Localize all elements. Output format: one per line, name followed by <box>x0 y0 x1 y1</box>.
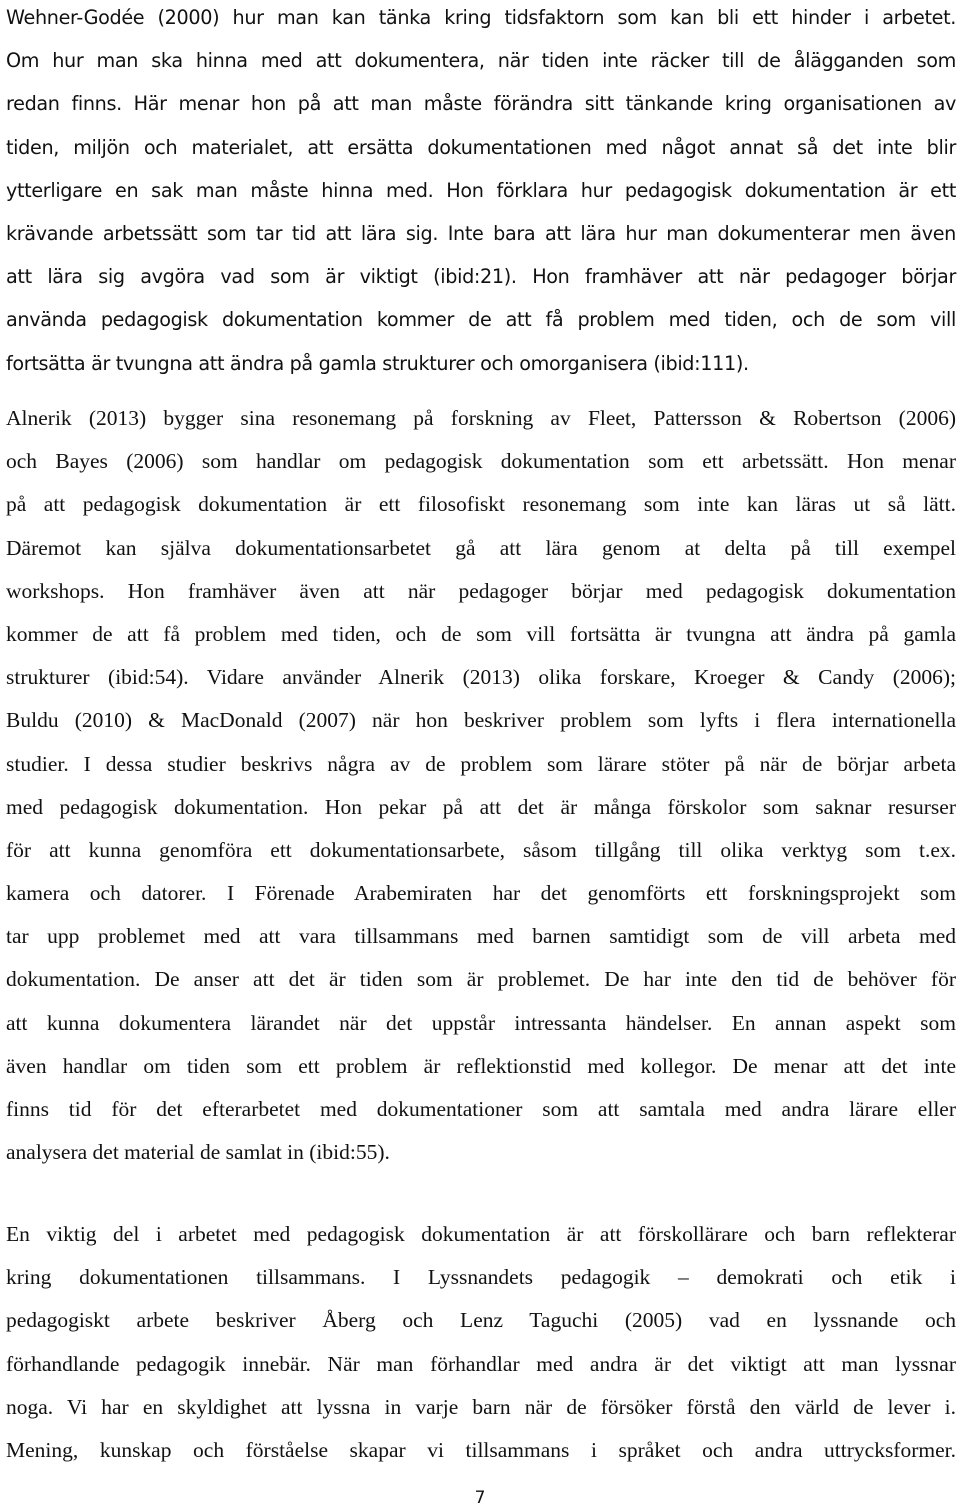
text-line: Wehner-Godée (2000) hur man kan tänka kring tidsfaktorn som kan bli ett hinder i arbetet. <box>6 6 956 29</box>
text-line: Däremot kan själva dokumentationsarbetet gå att lära genom at delta på till exempel <box>6 535 956 560</box>
text-line: kamera och datorer. I Förenade Arabemiraten har det genomförts ett forskningsprojekt som <box>6 881 956 906</box>
text-line: Alnerik (2013) bygger sina resonemang på forskning av Fleet, Pattersson & Robertson (2006) <box>6 406 956 430</box>
text-line: att lära sig avgöra vad som är viktigt (ibid:21). Hon framhäver att när pedagoger börjar <box>6 265 956 289</box>
text-line: kring dokumentationen tillsammans. I Lyssnandets pedagogik – demokrati och etik i <box>6 1265 956 1290</box>
text-line: strukturer (ibid:54). Vidare använder Alnerik (2013) olika forskare, Kroeger & Candy (2006); <box>6 665 956 690</box>
paragraph-time-factor <box>6 0 956 385</box>
text-line: fortsätta är tvungna att ändra på gamla strukturer och omorganisera (ibid:111). <box>6 351 749 375</box>
text-line: ytterligare en sak man måste hinna med. Hon förklara hur pedagogisk dokumentation är ett <box>6 178 956 202</box>
text-line: kommer de att få problem med tiden, och de som vill fortsätta är tvungna att ändra på gamla <box>6 621 956 646</box>
text-line: studier. I dessa studier beskrivs några av de problem som lärare stöter på när de börjar arbeta <box>6 751 956 776</box>
text-line: med pedagogisk dokumentation. Hon pekar på att det är många förskolor som saknar resurser <box>6 794 956 819</box>
text-line: tiden, miljön och materialet, att ersätta dokumentationen med något annat så det inte blir <box>6 135 956 159</box>
text-line: även handlar om tiden som ett problem är reflektionstid med kollegor. De menar att det inte <box>6 1053 956 1078</box>
text-line: noga. Vi har en skyldighet att lyssna in varje barn när de försöker förstå den värld de lever i. <box>6 1394 956 1419</box>
text-line: En viktig del i arbetet med pedagogisk dokumentation är att förskollärare och barn reflekterar <box>6 1222 956 1246</box>
text-line: på att pedagogisk dokumentation är ett filosofiskt resonemang som inte kan läras ut så lätt. <box>6 492 956 517</box>
text-line: krävande arbetssätt som tar tid att lära sig. Inte bara att lära hur man dokumenterar men även <box>6 221 956 245</box>
text-line: Mening, kunskap och förståelse skapar vi tillsammans i språket och andra uttrycksformer. <box>6 1437 956 1462</box>
text-line: för att kunna genomföra ett dokumentationsarbete, såsom tillgång till olika verktyg som t.ex. <box>6 837 956 862</box>
text-line: redan finns. Här menar hon på att man måste förändra sitt tänkande kring organisationen av <box>6 92 956 116</box>
text-line: Buldu (2010) & MacDonald (2007) när hon beskriver problem som lyfts i flera internationella <box>6 708 956 733</box>
text-line: tar upp problemet med att vara tillsammans med barnen samtidigt som de vill arbeta med <box>6 924 956 949</box>
text-line: finns tid för det efterarbetet med dokumentationer som att samtala med andra lärare eller <box>6 1097 956 1121</box>
text-line: workshops. Hon framhäver även att när pedagoger börjar med pedagogisk dokumentation <box>6 578 956 603</box>
paragraph-alnerik <box>6 397 956 1174</box>
text-line: och Bayes (2006) som handlar om pedagogisk dokumentation som ett arbetssätt. Hon menar <box>6 449 956 474</box>
page-number: 7 <box>474 1488 486 1508</box>
text-line: förhandlande pedagogik innebär. När man förhandlar med andra är det viktigt att man lyssnar <box>6 1351 956 1376</box>
text-line: att kunna dokumentera lärandet när det uppstår intressanta händelser. En annan aspekt som <box>6 1010 956 1035</box>
text-line: dokumentation. De anser att det är tiden som är problemet. De har inte den tid de behöver för <box>6 967 956 992</box>
text-line: analysera det material de samlat in (ibid:55). <box>6 1140 390 1165</box>
text-line: pedagogiskt arbete beskriver Åberg och Lenz Taguchi (2005) vad en lyssnande och <box>6 1308 956 1333</box>
paragraph-reflection <box>6 1213 956 1472</box>
text-line: Om hur man ska hinna med att dokumentera, när tiden inte räcker till de ålägganden som <box>6 49 956 73</box>
text-line: använda pedagogisk dokumentation kommer de att få problem med tiden, och de som vill <box>6 308 956 332</box>
